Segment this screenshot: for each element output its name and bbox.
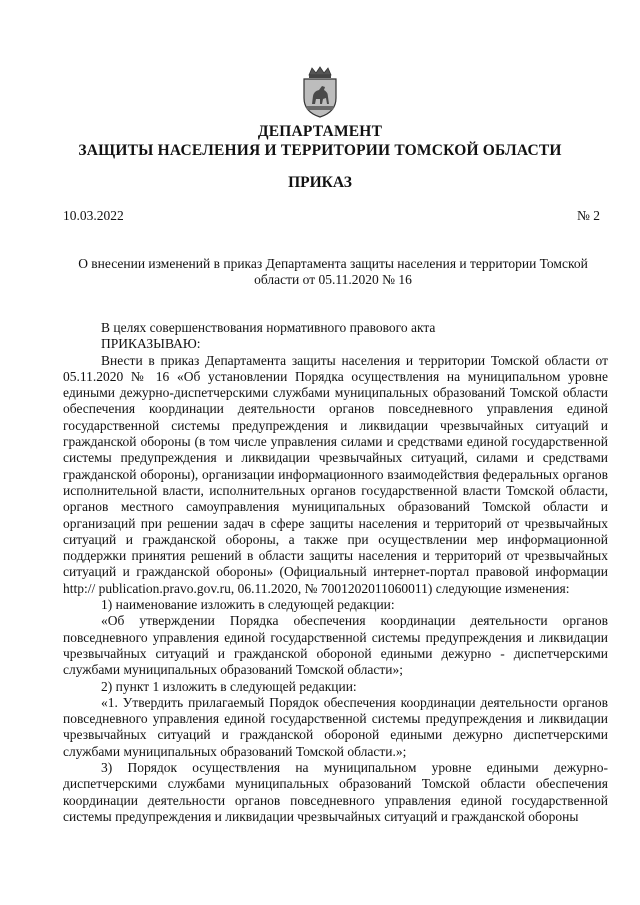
paragraph-item-1-text: «Об утверждении Порядка обеспечения координации деятельности органов повседневного управления единой государственной системы предупреждения и ликвидации чрезвычайных ситуаций и гражданской обороной едиными дежурно - диспетчерскими службами муниципальных образований Томской области»; <box>63 613 608 678</box>
document-body <box>63 320 608 825</box>
paragraph-main-change: Внести в приказ Департамента защиты населения и территории Томской области от 05.11.2020 № 16 «Об установлении Порядка осуществления на муниципальном уровне едиными дежурно-диспетчерскими службами муниципальных образований Томской области обеспечения координации деятельности органов повседневного управления единой государственной системы предупреждения и ликвидации чрезвычайных ситуаций и гражданской обороны (в том числе управления силами и средствами единой государственной системы предупреждения и ликвидации чрезвычайных ситуаций, силами и средствами гражданской обороны), организации информационного взаимодействия федеральных органов исполнительной власти, исполнительных органов государственной власти Томской области, органов местного самоуправления муниципальных образований Томской области и организаций при решении задач в сфере защиты населения и территорий от чрезвычайных ситуаций и гражданской обороны, а также при осуществлении мер информационной поддержки принятия решений в области защиты населения и территорий от чрезвычайных ситуаций и гражданской обороны» (Официальный интернет-портал правовой информации http:// publication.pravo.gov.ru, 06.11.2020, № 7001202011060011) следующие изменения: <box>63 352 608 596</box>
paragraph-order: ПРИКАЗЫВАЮ: <box>101 336 201 352</box>
paragraph-item-1: 1) наименование изложить в следующей редакции: <box>101 597 395 613</box>
tomsk-region-emblem-icon <box>300 66 340 118</box>
paragraph-item-2: 2) пункт 1 изложить в следующей редакции: <box>101 678 357 694</box>
paragraph-item-2-text: «1. Утвердить прилагаемый Порядок обеспечения координации деятельности органов повседневного управления единой государственной системы предупреждения и ликвидации чрезвычайных ситуаций и гражданской обороной едиными дежурно диспетчерскими службами муниципальных образований Томской области.»; <box>63 694 608 759</box>
paragraph-item-3: 3) Порядок осуществления на муниципальном уровне едиными дежурно-диспетчерскими службами муниципальных образований Томской области обеспечения координации деятельности органов повседневного управления единой государственной системы предупреждения и ликвидации чрезвычайных ситуаций и гражданской обороны <box>63 760 608 824</box>
document-subject: О внесении изменений в приказ Департамента защиты населения и территории Томской области от 05.11.2020 № 16 <box>78 256 588 287</box>
paragraph-purpose: В целях совершенствования нормативного правового акта <box>101 320 436 335</box>
document-date: 10.03.2022 <box>63 208 124 223</box>
department-title-line2: ЗАЩИТЫ НАСЕЛЕНИЯ И ТЕРРИТОРИИ ТОМСКОЙ ОБЛАСТИ <box>78 142 562 159</box>
document-number: № 2 <box>576 208 600 223</box>
document-type: ПРИКАЗ <box>288 174 352 191</box>
department-title-line1: ДЕПАРТАМЕНТ <box>257 123 383 140</box>
